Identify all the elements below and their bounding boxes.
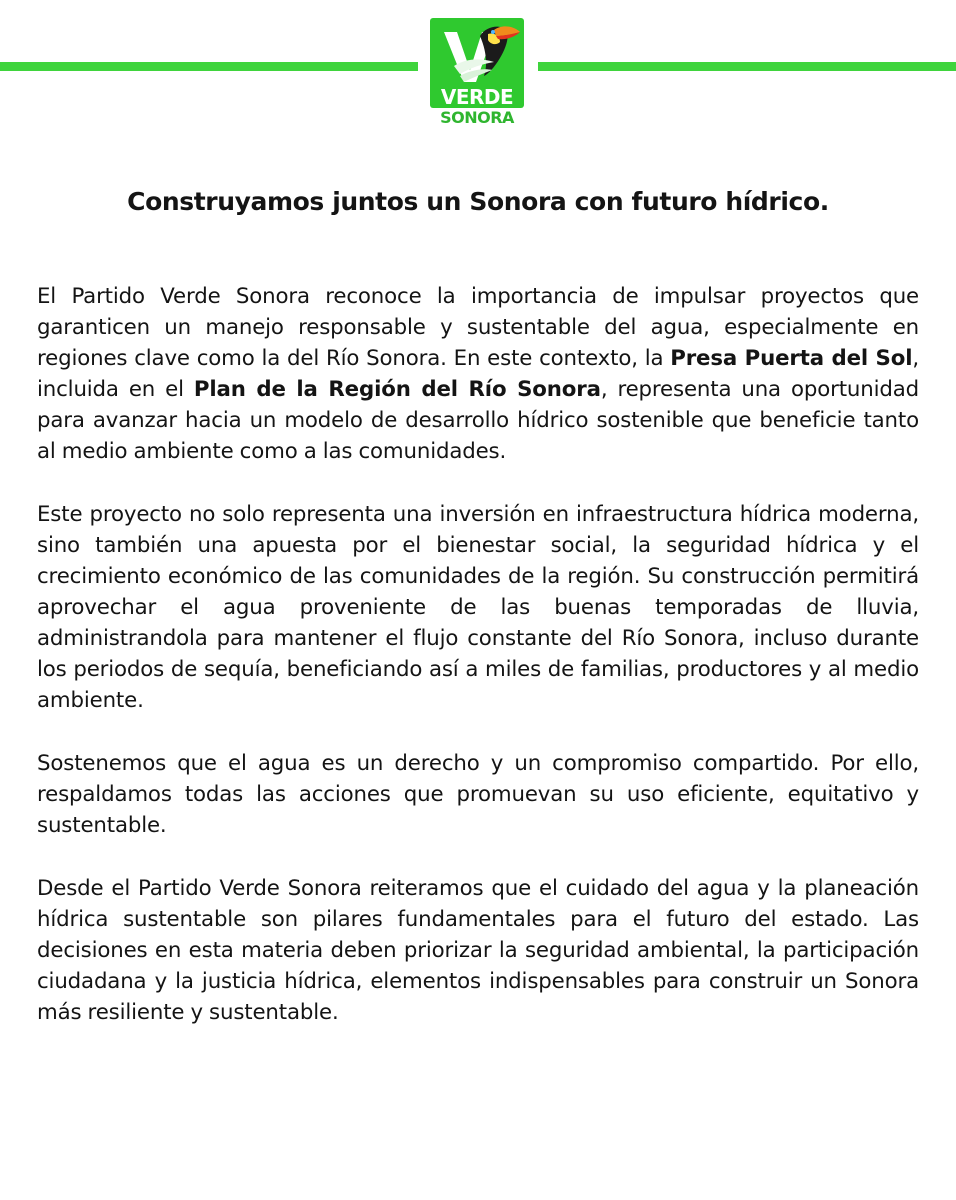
paragraph-1 xyxy=(37,281,919,467)
p1-text-a: El Partido Verde Sonora reconoce la importancia de impulsar proyectos que garanticen un manejo responsable y sustentable del agua, especialmente en regiones clave como la del Río Sonora. En este contexto, la xyxy=(37,284,919,371)
party-logo xyxy=(430,18,524,130)
paragraph-4: Desde el Partido Verde Sonora reiteramos que el cuidado del agua y la planeación hídrica sustentable son pilares fundamentales para el futuro del estado. Las decisiones en esta materia deben priorizar la seguridad ambiental, la participación ciudadana y la justicia hídrica, elementos indispensables para construir un Sonora más resiliente y sustentable. xyxy=(37,876,919,1025)
page-title: Construyamos juntos un Sonora con futuro hídrico. xyxy=(127,187,829,216)
paragraph-3: Sostenemos que el agua es un derecho y un compromiso compartido. Por ello, respaldamos todas las acciones que promuevan su uso eficiente, equitativo y sustentable. xyxy=(37,751,919,838)
header-rule-left xyxy=(0,62,418,71)
p1-bold-presa: Presa Puerta del Sol xyxy=(670,346,913,371)
logo-word-verde: VERDE xyxy=(440,85,514,109)
p1-text-e: , representa una oportunidad para avanzar hacia un modelo de desarrollo hídrico sostenible que beneficie tanto al medio ambiente como a las comunidades. xyxy=(37,377,919,464)
header-rule-right xyxy=(538,62,956,71)
p1-text-c: , incluida en el xyxy=(37,346,919,402)
statement-body xyxy=(37,281,919,1060)
paragraph-2: Este proyecto no solo representa una inversión en infraestructura hídrica moderna, sino también una apuesta por el bienestar social, la seguridad hídrica y el crecimiento económico de las comunidades de la región. Su construcción permitirá aprovechar el agua proveniente de las buenas temporadas de lluvia, administrandola para mantener el flujo constante del Río Sonora, incluso durante los periodos de sequía, beneficiando así a miles de familias, productores y al medio ambiente. xyxy=(37,502,919,713)
logo-word-sonora: SONORA xyxy=(440,108,514,127)
p1-bold-plan: Plan de la Región del Río Sonora xyxy=(193,377,601,402)
